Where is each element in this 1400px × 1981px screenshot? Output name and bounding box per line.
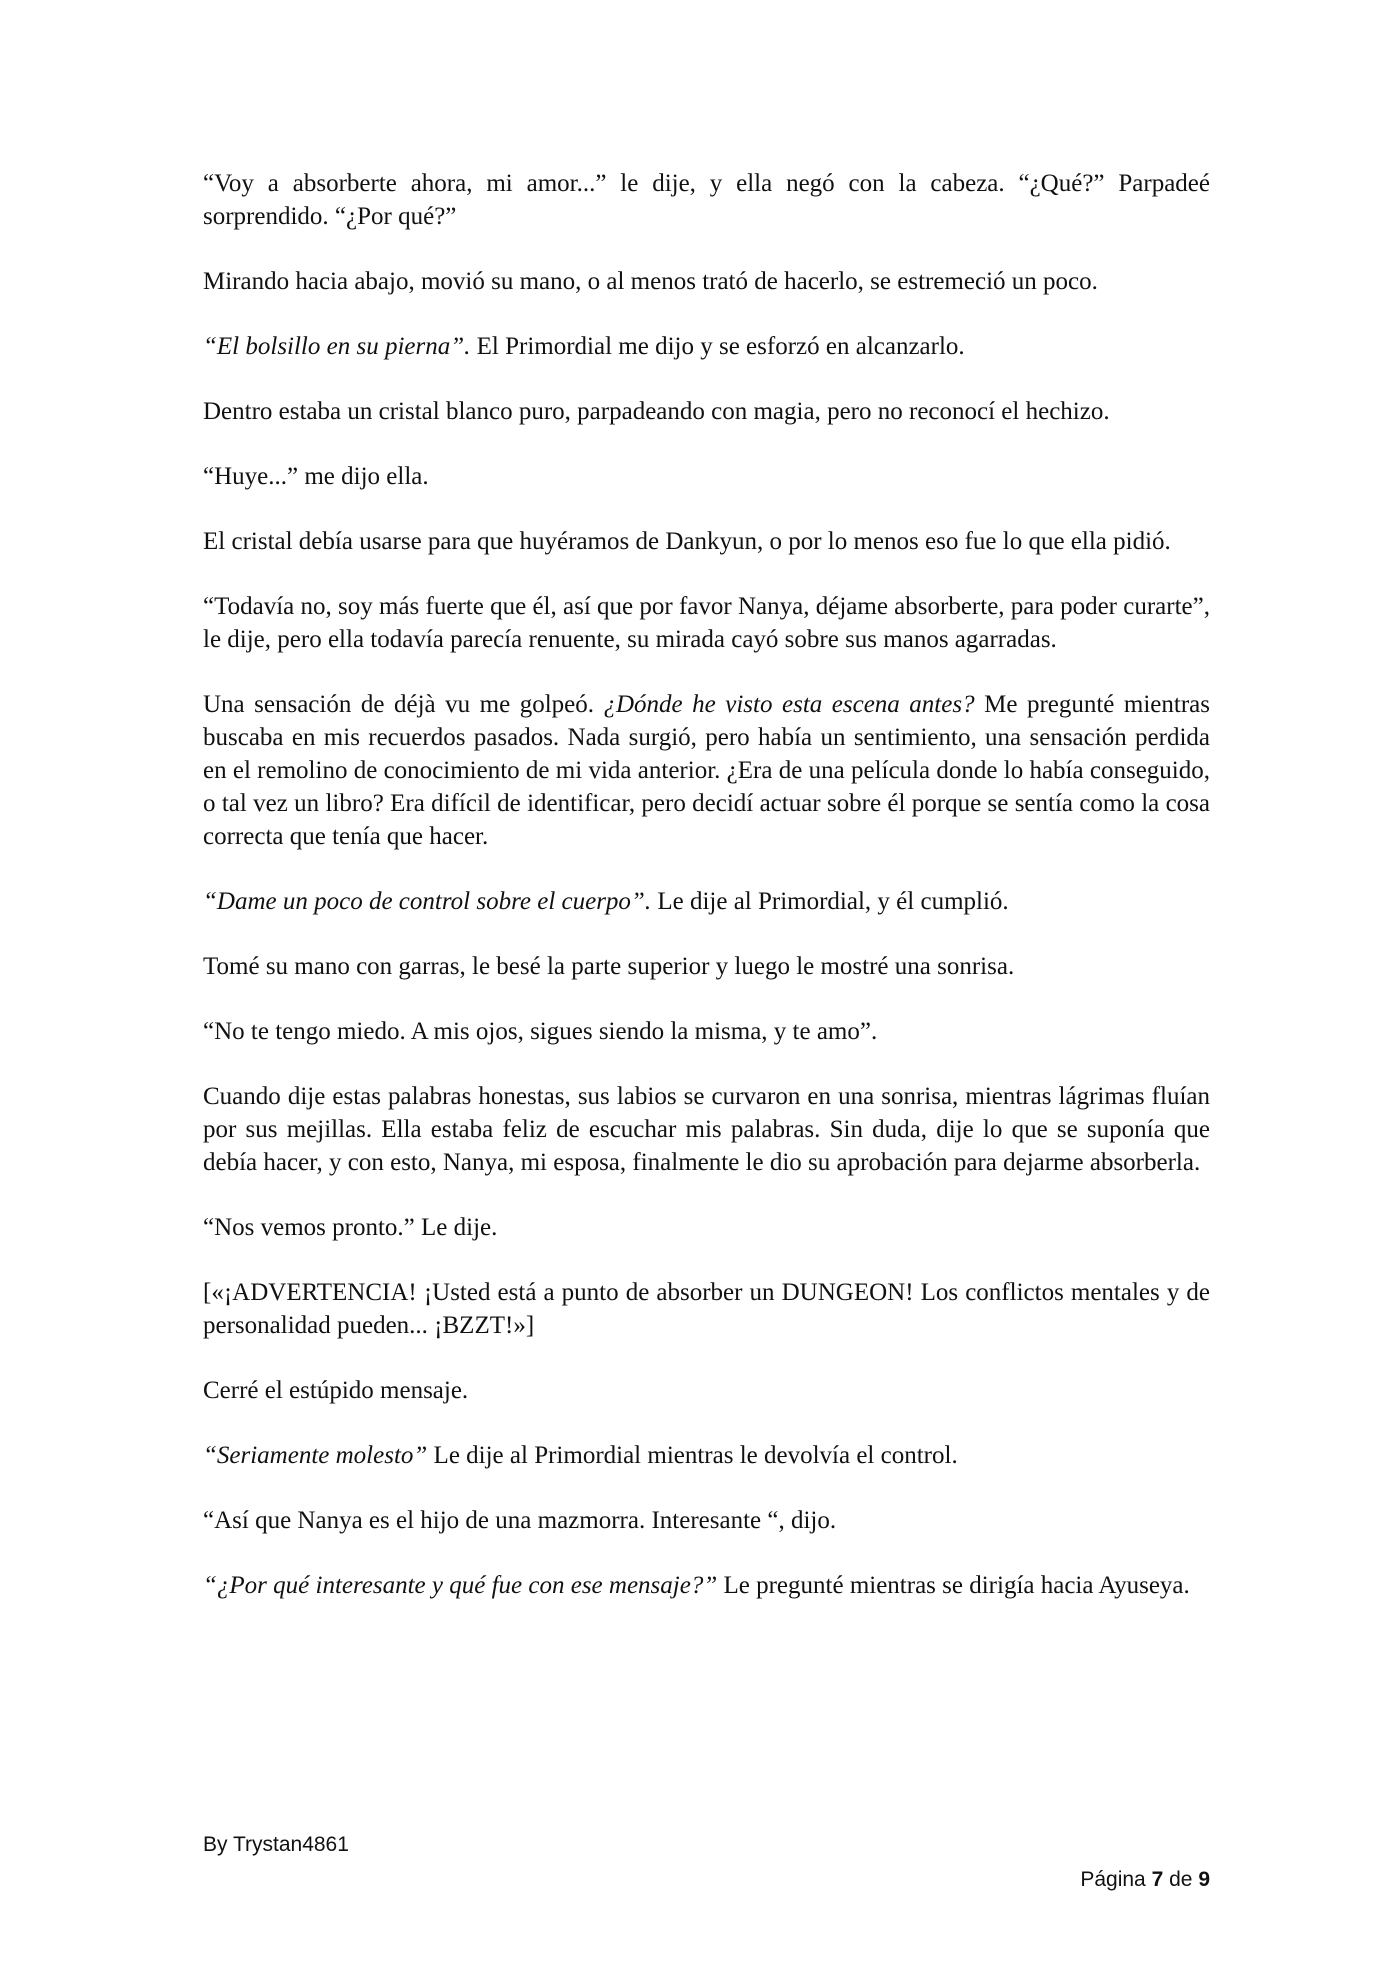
chapter-body bbox=[203, 167, 1210, 1634]
paragraph-10: Tomé su mano con garras, le besé la parte superior y luego le mostré una sonrisa. bbox=[203, 953, 1015, 980]
paragraph-18 bbox=[203, 1569, 1210, 1602]
italic-thought: “El bolsillo en su pierna”. bbox=[203, 333, 471, 360]
paragraph-13: “Nos vemos pronto.” Le dije. bbox=[203, 1214, 498, 1241]
italic-thought: “Dame un poco de control sobre el cuerpo”. bbox=[203, 888, 652, 915]
italic-thought: “Seriamente molesto” bbox=[203, 1442, 428, 1469]
paragraph-text: Le dije al Primordial, y él cumplió. bbox=[651, 888, 1009, 915]
italic-thought: “¿Por qué interesante y qué fue con ese mensaje?” bbox=[203, 1572, 718, 1599]
paragraph-15: Cerré el estúpido mensaje. bbox=[203, 1377, 469, 1404]
paragraph-12: Cuando dije estas palabras honestas, sus labios se curvaron en una sonrisa, mientras lágrimas fluían por sus mejillas. Ella estaba feliz de escuchar mis palabras. Sin duda, dije lo que se suponía que debía hacer, y con esto, Nanya, mi esposa, finalmente le dio su aprobación para dejarme absorberla. bbox=[203, 1083, 1210, 1176]
paragraph-14: [«¡ADVERTENCIA! ¡Usted está a punto de absorber un DUNGEON! Los conflictos mentales y de personalidad pueden... ¡BZZT!»] bbox=[203, 1279, 1210, 1339]
paragraph-2: Mirando hacia abajo, movió su mano, o al menos trató de hacerlo, se estremeció un poco. bbox=[203, 268, 1098, 295]
paragraph-3 bbox=[203, 330, 1210, 363]
paragraph-17: “Así que Nanya es el hijo de una mazmorra. Interesante “, dijo. bbox=[203, 1507, 837, 1534]
page-label: Página bbox=[1080, 1868, 1146, 1891]
paragraph-text: Una sensación de déjà vu me golpeó. bbox=[203, 691, 604, 718]
paragraph-text: Le dije al Primordial mientras le devolvía el control. bbox=[427, 1442, 958, 1469]
paragraph-8 bbox=[203, 688, 1210, 853]
paragraph-6: El cristal debía usarse para que huyéramos de Dankyun, o por lo menos eso fue lo que ella pidió. bbox=[203, 528, 1171, 555]
page-of: de bbox=[1169, 1868, 1193, 1891]
paragraph-9 bbox=[203, 885, 1210, 918]
author-credit: By Trystan4861 bbox=[203, 1833, 349, 1856]
paragraph-text: El Primordial me dijo y se esforzó en alcanzarlo. bbox=[470, 333, 965, 360]
paragraph-text: Le pregunté mientras se dirigía hacia Ayuseya. bbox=[717, 1572, 1190, 1599]
paragraph-11: “No te tengo miedo. A mis ojos, sigues siendo la misma, y te amo”. bbox=[203, 1018, 878, 1045]
page-total: 9 bbox=[1198, 1868, 1210, 1891]
italic-thought: ¿Dónde he visto esta escena antes? bbox=[603, 691, 975, 718]
page-number bbox=[1080, 1868, 1210, 1892]
paragraph-16 bbox=[203, 1439, 1210, 1472]
paragraph-4: Dentro estaba un cristal blanco puro, parpadeando con magia, pero no reconocí el hechizo. bbox=[203, 398, 1110, 425]
paragraph-5: “Huye...” me dijo ella. bbox=[203, 463, 429, 490]
paragraph-7: “Todavía no, soy más fuerte que él, así que por favor Nanya, déjame absorberte, para poder curarte”, le dije, pero ella todavía parecía renuente, su mirada cayó sobre sus manos agarradas. bbox=[203, 593, 1210, 653]
paragraph-text: Me pregunté mientras buscaba en mis recuerdos pasados. Nada surgió, pero había un sentimiento, una sensación perdida en el remolino de conocimiento de mi vida anterior. ¿Era de una película donde lo había conseguido, o tal vez un libro? Era difícil de identificar, pero decidí actuar sobre él porque se sentía como la cosa correcta que tenía que hacer. bbox=[203, 691, 1211, 850]
page-current: 7 bbox=[1151, 1868, 1164, 1891]
paragraph-1: “Voy a absorberte ahora, mi amor...” le dije, y ella negó con la cabeza. “¿Qué?” Parpadeé sorprendido. “¿Por qué?” bbox=[203, 170, 1210, 230]
